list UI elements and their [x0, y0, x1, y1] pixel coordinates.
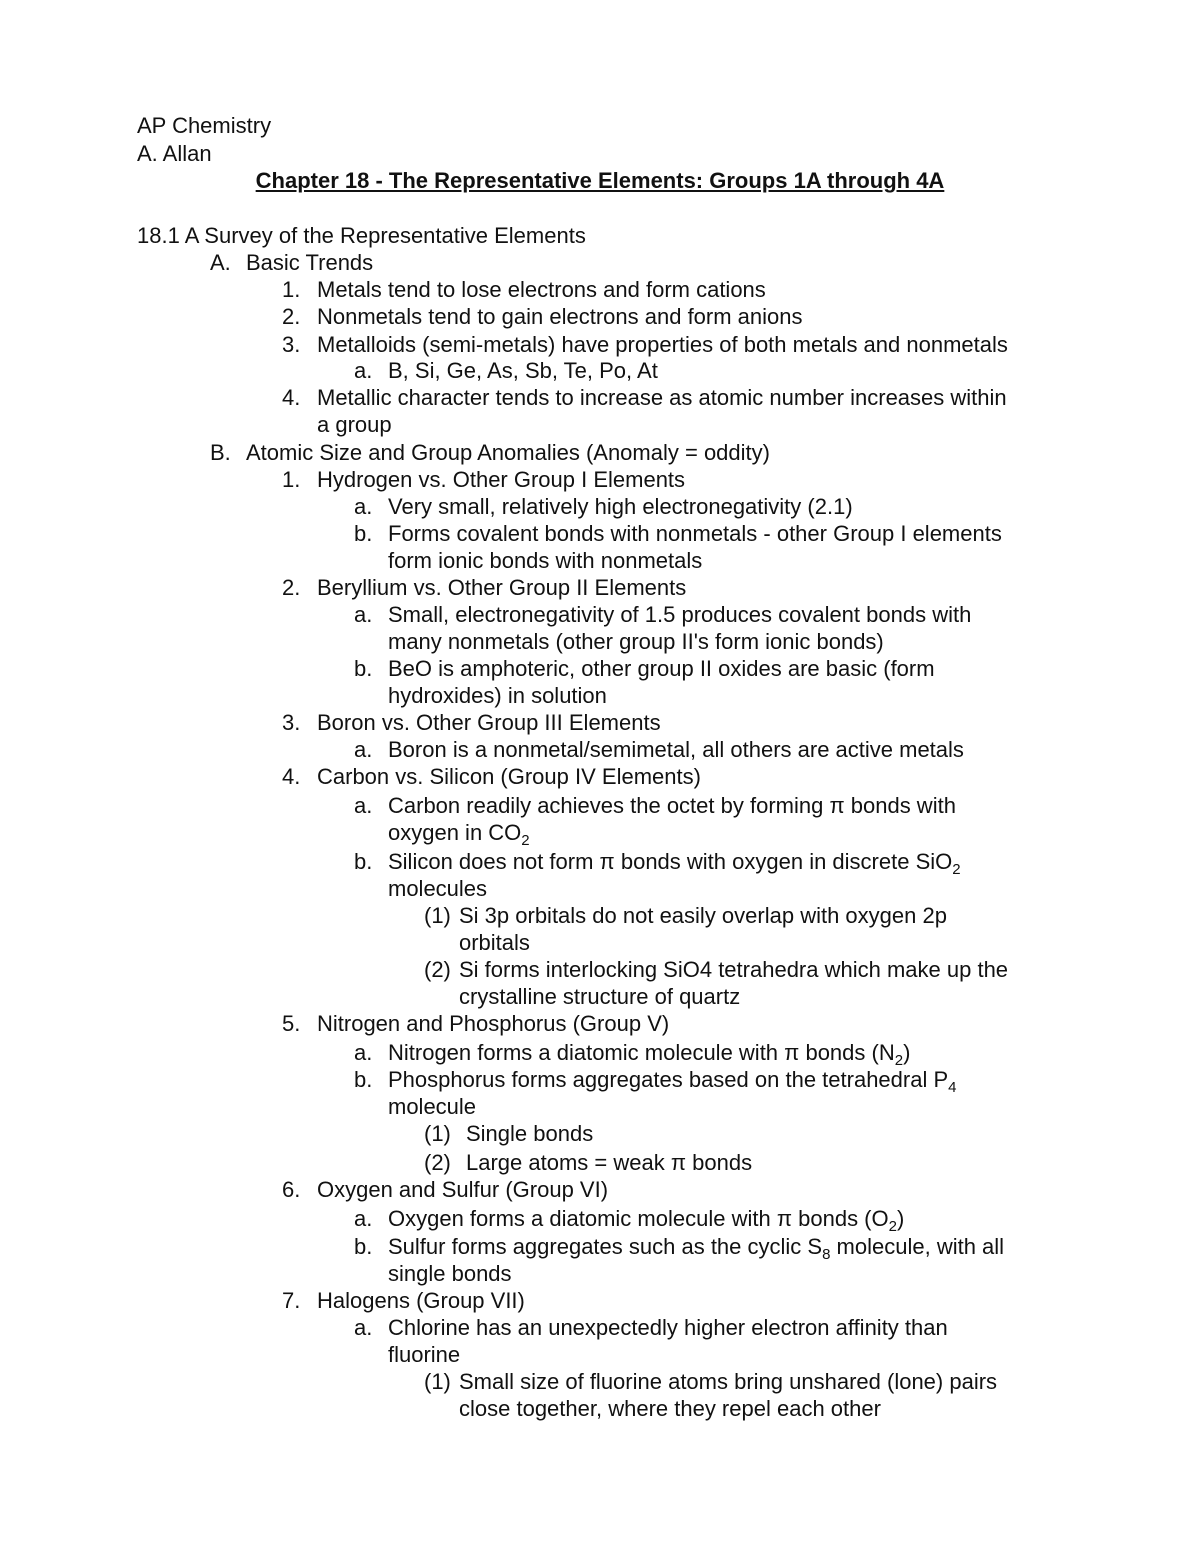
- teacher-name: A. Allan: [137, 141, 212, 166]
- item-marker: b.: [354, 521, 373, 546]
- item-text: Large atoms = weak π bonds: [466, 1150, 753, 1175]
- item-marker: 3.: [282, 710, 301, 735]
- item-text: Nitrogen forms a diatomic molecule with π bonds $(N_2)$: [388, 1040, 911, 1069]
- item-text: Nitrogen and Phosphorus (Group V): [317, 1011, 670, 1036]
- chapter-title: Chapter 18 - The Representative Elements: Groups 1A through 4A: [255, 168, 945, 193]
- item-text: Chlorine has an unexpectedly higher electron affinity than: [388, 1315, 948, 1340]
- item-text: Small size of fluorine atoms bring unshared (lone) pairs: [459, 1369, 998, 1394]
- item-text: Forms covalent bonds with nonmetals - other Group I elements: [388, 521, 1002, 546]
- item-marker: 1.: [282, 467, 301, 492]
- item-marker: 1.: [282, 277, 301, 302]
- pi-symbol: π: [670, 1150, 687, 1175]
- item-marker: 7.: [282, 1288, 301, 1313]
- item-marker: a.: [354, 1206, 373, 1231]
- item-marker: b.: [354, 656, 373, 681]
- item-text: Hydrogen vs. Other Group I Elements: [317, 467, 686, 492]
- section-heading: 18.1 A Survey of the Representative Elements: [137, 223, 586, 248]
- item-continuation: many nonmetals (other group II's form ionic bonds): [388, 629, 884, 654]
- item-continuation: a group: [317, 412, 392, 437]
- item-text: Phosphorus forms aggregates based on the tetrahedral $P_4$: [388, 1067, 957, 1096]
- item-marker: a.: [354, 494, 373, 519]
- item-marker: 4.: [282, 764, 301, 789]
- item-continuation: single bonds: [388, 1261, 512, 1286]
- item-marker: 3.: [282, 332, 301, 357]
- item-marker: 5.: [282, 1011, 301, 1036]
- item-text: Carbon readily achieves the octet by forming π bonds with: [388, 793, 956, 818]
- item-continuation: molecule: [388, 1094, 477, 1119]
- item-marker: b.: [354, 1234, 373, 1259]
- item-continuation: form ionic bonds with nonmetals: [388, 548, 703, 573]
- item-marker: (2): [424, 1150, 451, 1175]
- item-text: Metals tend to lose electrons and form cations: [317, 277, 766, 302]
- item-text: Boron is a nonmetal/semimetal, all others are active metals: [388, 737, 964, 762]
- item-text: Sulfur forms aggregates such as the cyclic $S_8$ molecule, with all: [388, 1234, 1005, 1263]
- item-text: Carbon vs. Silicon (Group IV Elements): [317, 764, 701, 789]
- item-marker: (1): [424, 1369, 451, 1394]
- item-marker: a.: [354, 793, 373, 818]
- item-continuation: oxygen in $CO_2$: [388, 820, 530, 849]
- item-text: BeO is amphoteric, other group II oxides are basic (form: [388, 656, 935, 681]
- item-text: Silicon does not form π bonds with oxygen in discrete SiO$_2$: [388, 849, 961, 878]
- item-text: Basic Trends: [246, 250, 374, 275]
- course-title: AP Chemistry: [137, 113, 272, 138]
- item-text: Si forms interlocking SiO4 tetrahedra which make up the: [459, 957, 1009, 982]
- pi-symbol: π: [829, 793, 845, 818]
- item-marker: A.: [210, 250, 231, 275]
- item-marker: a.: [354, 602, 373, 627]
- item-marker: a.: [354, 1040, 373, 1065]
- item-text: Si 3p orbitals do not easily overlap with oxygen 2p: [459, 903, 947, 928]
- item-marker: 4.: [282, 385, 301, 410]
- item-marker: B.: [210, 440, 231, 465]
- item-text: Oxygen and Sulfur (Group VI): [317, 1177, 609, 1202]
- item-continuation: crystalline structure of quartz: [459, 984, 741, 1009]
- pi-symbol: π: [599, 849, 615, 874]
- item-marker: b.: [354, 1067, 373, 1092]
- item-marker: (1): [424, 903, 451, 928]
- item-text: Metalloids (semi-metals) have properties of both metals and nonmetals: [317, 332, 1008, 357]
- item-text: Halogens (Group VII): [317, 1288, 525, 1313]
- item-marker: (2): [424, 957, 451, 982]
- item-marker: (1): [424, 1121, 451, 1146]
- item-continuation: orbitals: [459, 930, 530, 955]
- item-text: Boron vs. Other Group III Elements: [317, 710, 661, 735]
- pi-symbol: π: [784, 1040, 800, 1065]
- pi-symbol: π: [776, 1206, 793, 1231]
- item-marker: a.: [354, 358, 373, 383]
- item-text: Single bonds: [466, 1121, 594, 1146]
- item-marker: a.: [354, 1315, 373, 1340]
- item-marker: 2.: [282, 304, 301, 329]
- item-text: Very small, relatively high electronegativity (2.1): [388, 494, 853, 519]
- item-continuation: hydroxides) in solution: [388, 683, 607, 708]
- item-text: Oxygen forms a diatomic molecule with π bonds $(O_2)$: [388, 1206, 905, 1235]
- item-text: Beryllium vs. Other Group II Elements: [317, 575, 687, 600]
- item-text: B, Si, Ge, As, Sb, Te, Po, At: [388, 358, 658, 383]
- item-marker: 6.: [282, 1177, 301, 1202]
- item-marker: a.: [354, 737, 373, 762]
- item-text: Nonmetals tend to gain electrons and form anions: [317, 304, 803, 329]
- item-continuation: close together, where they repel each other: [459, 1396, 881, 1421]
- item-text: Small, electronegativity of 1.5 produces covalent bonds with: [388, 602, 972, 627]
- item-marker: 2.: [282, 575, 301, 600]
- item-text: Metallic character tends to increase as atomic number increases within: [317, 385, 1007, 410]
- item-marker: b.: [354, 849, 373, 874]
- item-text: Atomic Size and Group Anomalies (Anomaly = oddity): [246, 440, 770, 465]
- item-continuation: fluorine: [388, 1342, 461, 1367]
- item-continuation: molecules: [388, 876, 488, 901]
